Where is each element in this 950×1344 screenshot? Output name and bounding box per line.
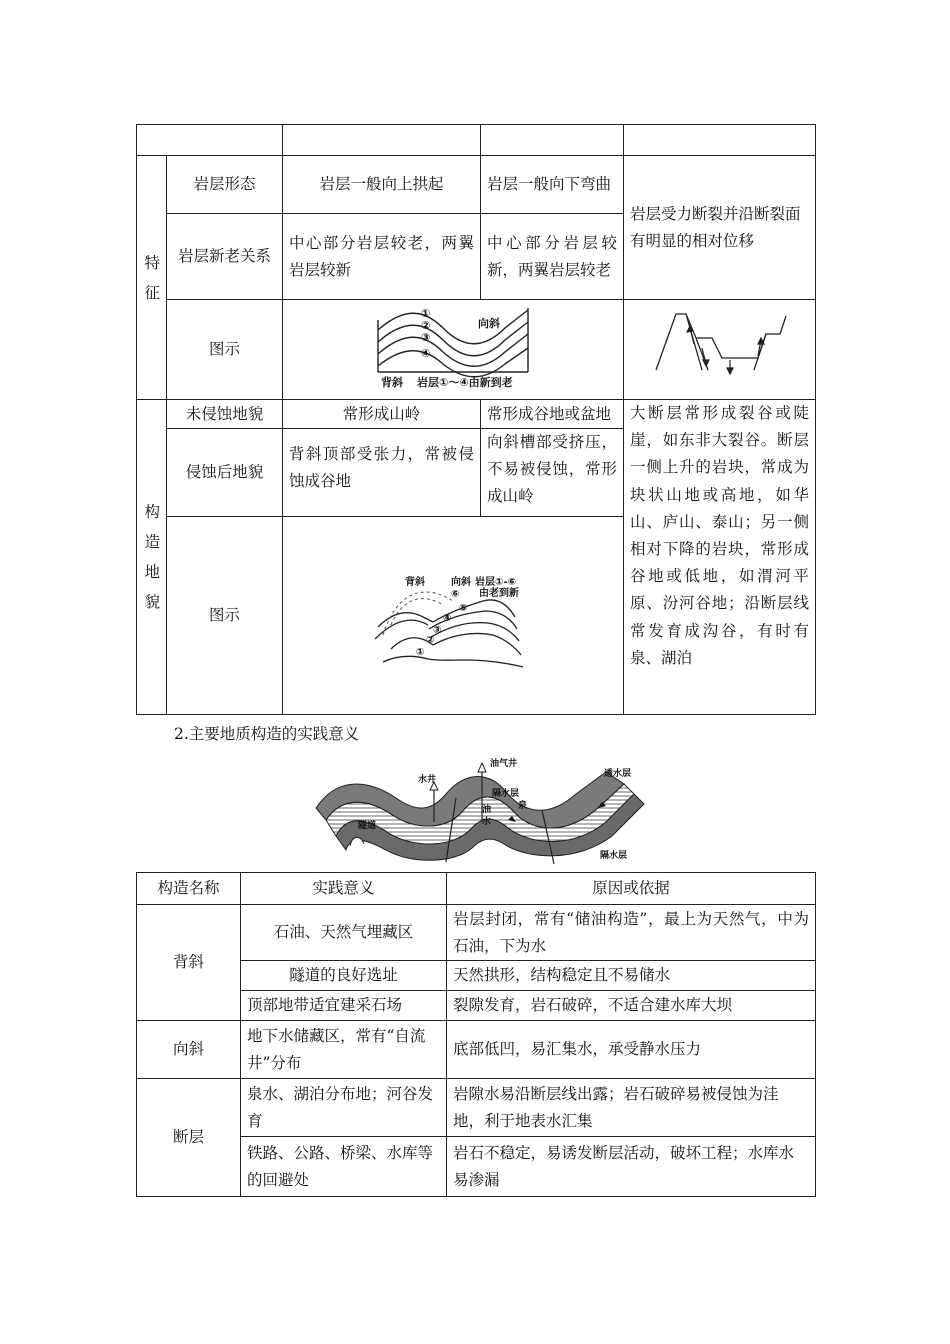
syncline-label: 向斜: [478, 317, 500, 330]
syncline-uneroded: 常形成谷地或盆地: [481, 400, 624, 429]
anticline-reason-1: 岩层封闭，常有“储油构造”，最上为天然气，中为石油，下为水: [447, 905, 816, 961]
header-cell: [283, 125, 481, 156]
header-structure-name: 构造名称: [137, 873, 241, 905]
stratum-2b: ②: [426, 635, 435, 646]
feature-diagram-label: 图示: [167, 300, 283, 400]
anticline-rock-form: 岩层一般向上拱起: [283, 156, 481, 214]
strata-label: 岩层①-⑥: [475, 577, 517, 588]
stratum-5: ⑤: [459, 603, 468, 614]
age-relation-label: 岩层新老关系: [167, 214, 283, 300]
anticline-label-2: 背斜: [405, 577, 425, 588]
fold-diagram: [283, 300, 623, 390]
anticline-uneroded: 常形成山岭: [283, 400, 481, 429]
fold-diagram-cell: [283, 300, 624, 400]
landform-group-label: 构造地貌: [144, 503, 161, 611]
header-meaning: 实践意义: [241, 873, 447, 905]
fault-landform: 大断层常形成裂谷或陡崖，如东非大裂谷。断层一侧上升的岩块，常成为块状山地或高地，如华山、庐山、泰山；另一侧相对下降的岩块，常形成谷地或低地，如渭河平原、汾河谷地；沿断层线常发育成沟谷，有时有泉、湖泊: [624, 400, 816, 715]
stratum-6: ⑥: [451, 589, 460, 600]
syncline-reason-1: 底部低凹，易汇集水，承受静水压力: [447, 1021, 816, 1079]
eroded-diagram-cell: [283, 517, 624, 715]
header-cell: [481, 125, 624, 156]
fault-name: 断层: [137, 1079, 241, 1197]
eroded-fold-diagram: [283, 517, 623, 705]
oil-gas-well-label: 油气井: [490, 759, 518, 769]
water-label: 水: [482, 817, 492, 827]
fold-caption: 岩层①～④由新到老: [417, 376, 513, 389]
fault-meaning-1: 泉水、湖泊分布地；河谷发育: [241, 1079, 447, 1137]
syncline-meaning-1: 地下水储藏区，常有“自流井”分布: [241, 1021, 447, 1079]
uneroded-label: 未侵蚀地貌: [167, 400, 283, 429]
spring-label: 泉: [518, 801, 528, 811]
stratum-1b: ①: [416, 647, 425, 658]
order-label: 由老到新: [479, 588, 519, 599]
structure-features-table: [136, 124, 816, 715]
anticline-label: 背斜: [381, 376, 403, 389]
stratum-1: ①: [421, 307, 431, 320]
aquiclude-top-label: 隔水层: [492, 789, 520, 799]
section-title: 2.主要地质构造的实践意义: [174, 725, 360, 743]
anticline-age: 中心部分岩层较老，两翼岩层较新: [283, 214, 481, 300]
aquiclude-bottom-label: 隔水层: [600, 851, 628, 861]
syncline-label-2: 向斜: [451, 577, 471, 588]
permeable-layer-label: 透水层: [604, 769, 632, 779]
anticline-reason-3: 裂隙发育，岩石破碎，不适合建水库大坝: [447, 991, 816, 1021]
syncline-age: 中心部分岩层较新，两翼岩层较老: [481, 214, 624, 300]
landform-group: [137, 400, 167, 715]
anticline-meaning-1: 石油、天然气埋藏区: [241, 905, 447, 961]
stratum-2: ②: [421, 319, 431, 332]
fault-reason-1: 岩隙水易沿断层线出露；岩石破碎易被侵蚀为洼地，利于地表水汇集: [447, 1079, 816, 1137]
fault-diagram-cell: [624, 300, 816, 400]
fault-meaning-2: 铁路、公路、桥梁、水库等的回避处: [241, 1137, 447, 1197]
features-group-label: 特征: [144, 253, 161, 302]
anticline-meaning-3: 顶部地带适宜建采石场: [241, 991, 447, 1021]
header-reason: 原因或依据: [447, 873, 816, 905]
anticline-meaning-2: 隧道的良好选址: [241, 961, 447, 991]
fault-rock-form: 岩层受力断裂并沿断裂面有明显的相对位移: [624, 156, 816, 300]
eroded-label: 侵蚀后地貌: [167, 429, 283, 517]
anticline-reason-2: 天然拱形，结构稳定且不易储水: [447, 961, 816, 991]
header-cell: [624, 125, 816, 156]
tunnel-label: 隧道: [358, 821, 377, 831]
fault-diagram: [624, 300, 814, 390]
rock-form-label: 岩层形态: [167, 156, 283, 214]
landform-diagram-label: 图示: [167, 517, 283, 715]
header-cell: [137, 125, 283, 156]
stratum-4b: ④: [443, 613, 452, 624]
anticline-name: 背斜: [137, 905, 241, 1021]
syncline-rock-form: 岩层一般向下弯曲: [481, 156, 624, 214]
stratum-4: ④: [421, 347, 431, 360]
geologic-structure-figure: [306, 750, 646, 868]
stratum-3: ③: [421, 331, 431, 344]
stratum-3b: ③: [433, 625, 442, 636]
oil-label: 油: [482, 805, 492, 815]
features-group: [137, 156, 167, 400]
well-label: 水井: [418, 775, 437, 785]
practical-significance-table: [136, 872, 816, 1197]
syncline-eroded: 向斜槽部受挤压，不易被侵蚀，常形成山岭: [481, 429, 624, 517]
fault-reason-2: 岩石不稳定，易诱发断层活动，破坏工程；水库水易渗漏: [447, 1137, 816, 1197]
syncline-name: 向斜: [137, 1021, 241, 1079]
anticline-eroded: 背斜顶部受张力，常被侵蚀成谷地: [283, 429, 481, 517]
